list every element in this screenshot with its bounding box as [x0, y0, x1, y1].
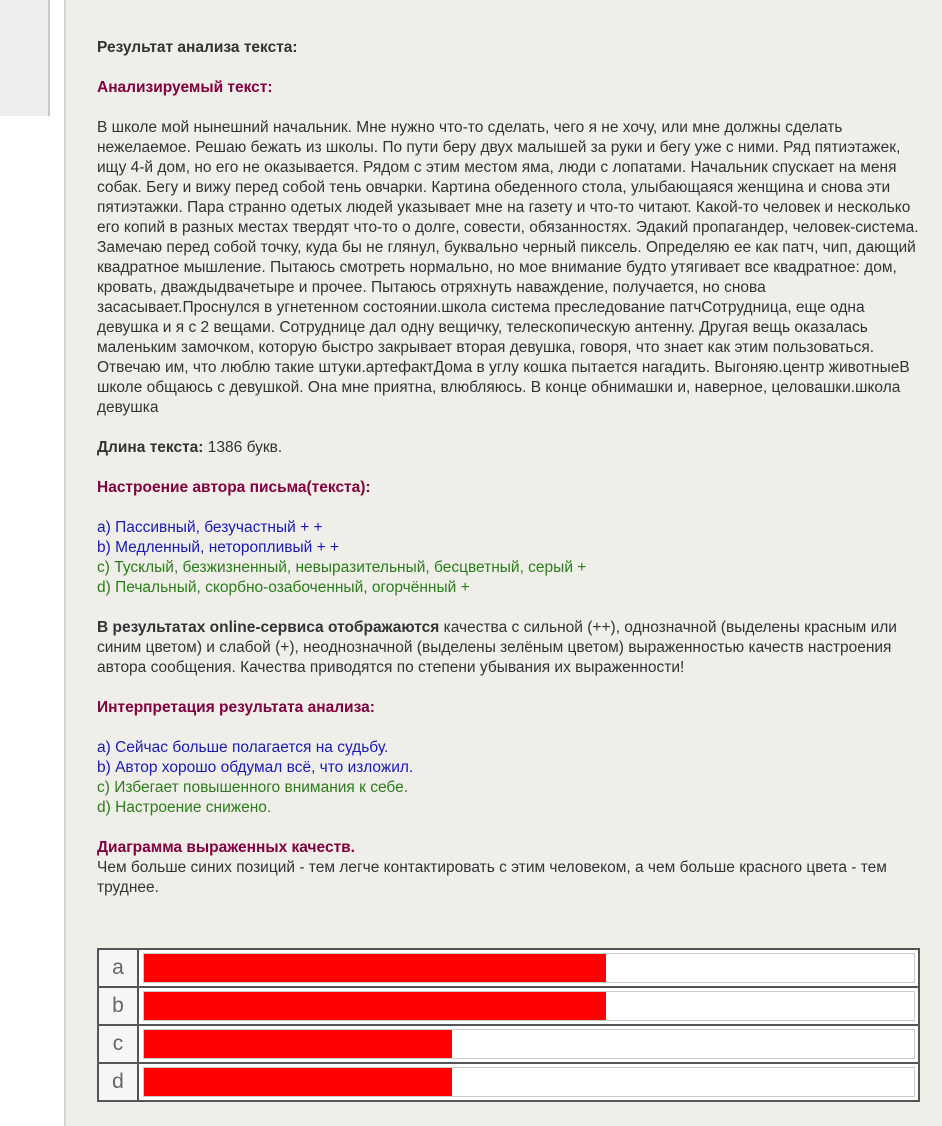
explanation-text	[97, 618, 923, 678]
mood-item-d: d) Печальный, скорбно-озабоченный, огорчённый +	[97, 579, 470, 596]
mood-item-c: c) Тусклый, безжизненный, невыразительный, бесцветный, серый +	[97, 559, 587, 576]
bar-label-a: a	[99, 950, 139, 986]
explanation-bold: В результатах online-сервиса отображаются	[97, 619, 440, 636]
page-title: Результат анализа текста:	[97, 39, 298, 56]
bar-row-c	[99, 1026, 918, 1064]
bar-d	[144, 1068, 452, 1096]
interpretation-item-d: d) Настроение снижено.	[97, 799, 272, 816]
bar-track-c	[143, 1029, 915, 1059]
interpretation-item-b: b) Автор хорошо обдумал всё, что изложил.	[97, 759, 414, 776]
text-length-label: Длина текста:	[97, 439, 204, 456]
bar-track-a	[143, 953, 915, 983]
interpretation-heading: Интерпретация результата анализа:	[97, 699, 375, 716]
analysis-inner	[97, 38, 923, 898]
left-side-panel	[0, 0, 50, 116]
bar-b	[144, 992, 606, 1020]
interpretation-list	[97, 738, 923, 818]
bar-row-b	[99, 988, 918, 1026]
interpretation-item-c: c) Избегает повышенного внимания к себе.	[97, 779, 409, 796]
qualities-bar-chart	[97, 948, 920, 1102]
bar-a	[144, 954, 606, 982]
interpretation-item-a: a) Сейчас больше полагается на судьбу.	[97, 739, 389, 756]
bar-label-c: c	[99, 1026, 139, 1062]
bar-row-d	[99, 1064, 918, 1100]
bar-track-b	[143, 991, 915, 1021]
analyzed-text: В школе мой нынешний начальник. Мне нужно что-то сделать, чего я не хочу, или мне должны сделать нежелаемое. Решаю бежать из школы. По пути беру двух малышей за руки и бегу уже с ними. Ряд пятиэтажек, ищу 4-й дом, но его не оказывается. Рядом с этим местом яма, люди с лопатами. Начальник спускает на меня собак. Бегу и вижу перед собой тень овчарки. Картина обеденного стола, улыбающаяся женщина и снова эти пятиэтажки. Пара странно одетых людей указывает мне на газету и что-то читают. Какой-то человек и несколько его копий в разных местах твердят что-то о долге, совести, обязанностях. Эдакий пропагандер, человек-система. Замечаю перед собой точку, куда бы не глянул, буквально черный пиксель. Определяю ее как патч, чип, дающий квадратное мышление. Пытаюсь смотреть нормально, но мое внимание будто утягивает все квадратное: дом, кровать, дваждыдвачетыре и прочее. Пытаюсь отряхнуть наваждение, получается, но снова засасывает.Проснулся в угнетенном состоянии.школа система преследование патчСотрудница, еще одна девушка и я с 2 вещами. Сотруднице дал одну вещичку, телескопическую антенну. Другая вещь оказалась маленьким замочком, которую быстро закрывает вторая девушка, говоря, что знает как этим пользоваться. Отвечаю им, что люблю такие штуки.артефактДома в углу кошка пытается нагадить. Выгоняю.центр животныеВ школе общаюсь с девушкой. Она мне приятна, влюбляюсь. В конце обнимашки и, наверное, целовашки.школа девушка	[97, 119, 919, 416]
analyzed-text-heading: Анализируемый текст:	[97, 79, 273, 96]
text-length	[97, 438, 923, 458]
bar-row-a	[99, 950, 918, 988]
bar-label-b: b	[99, 988, 139, 1024]
bar-label-d: d	[99, 1064, 139, 1100]
diagram-heading: Диаграмма выраженных качеств.	[97, 839, 355, 856]
mood-item-a: a) Пассивный, безучастный + +	[97, 519, 323, 536]
mood-heading: Настроение автора письма(текста):	[97, 479, 371, 496]
text-length-value: 1386 букв.	[207, 439, 283, 456]
bar-c	[144, 1030, 452, 1058]
diagram-note: Чем больше синих позиций - тем легче контактировать с этим человеком, а чем больше красного цвета - тем труднее.	[97, 859, 887, 896]
explanation-rest: качества с сильной (++), однозначной (выделены красным или синим цветом) и слабой (+), неоднозначной (выделены зелёным цветом) выраженностью качеств настроения автора сообщения. Качества приводятся по степени убывания их выраженности!	[97, 619, 897, 676]
mood-list	[97, 518, 923, 598]
mood-item-b: b) Медленный, неторопливый + +	[97, 539, 339, 556]
bar-track-d	[143, 1067, 915, 1097]
